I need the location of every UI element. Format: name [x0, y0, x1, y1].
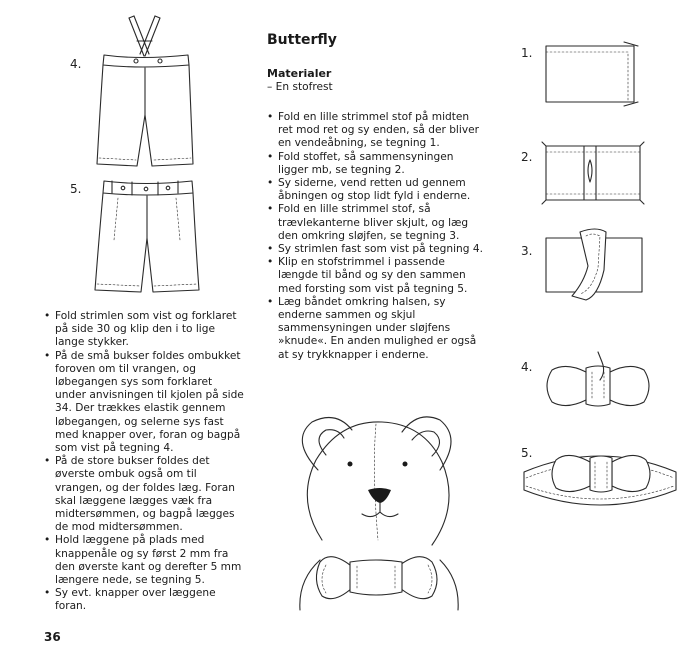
butterfly-instruction-1: • Fold en lille strimmel stof på midten ret mod ret og sy enden, så der bliver en vendeåbning, se tegning 1.	[267, 111, 485, 151]
butterfly-instruction-6: • Klip en stofstrimmel i passende længde til bånd og sy den sammen med forsting som vist på tegning 5.	[267, 256, 485, 296]
figure-label-5-left: 5.	[70, 182, 82, 196]
left-instruction-3: • På de store bukser foldes det øverste ombuk også om til vrangen, og der foldes læg. Foran skal læggene lægges væk fra midtersømmen, og bagpå lægges de mod midtersømmen.	[44, 455, 244, 534]
materials-item: – En stofrest	[267, 81, 333, 93]
left-instruction-4: • Hold læggene på plads med knappenåle og sy først 2 mm fra den øverste kant og derefter 5 mm længere nede, se tegning 5.	[44, 534, 244, 587]
step-label-5: 5.	[521, 446, 533, 460]
butterfly-instruction-5: • Sy strimlen fast som vist på tegning 4.	[267, 243, 485, 256]
left-instruction-5: • Sy evt. knapper over læggene foran.	[44, 587, 244, 613]
butterfly-instruction-4: • Fold en lille strimmel stof, så trævlekanterne bliver skjult, og læg den omkring sløjfen, se tegning 3.	[267, 203, 485, 243]
left-instruction-2: • På de små bukser foldes ombukket foroven om til vrangen, og løbegangen sys som forklaret under anvisningen til kjolen på side 34. Der trækkes elastik gennem løbegangen, og selerne sys fast med knapper over, foran og bagpå som vist på tegning 4.	[44, 350, 244, 456]
page-title: Butterfly	[267, 32, 337, 48]
butterfly-instruction-3: • Sy siderne, vend retten ud gennem åbningen og stop lidt fyld i enderne.	[267, 177, 485, 203]
step-label-2: 2.	[521, 150, 533, 164]
butterfly-instruction-2: • Fold stoffet, så sammensyningen ligger mb, se tegning 2.	[267, 151, 485, 177]
step-label-3: 3.	[521, 244, 533, 258]
step-label-1: 1.	[521, 46, 533, 60]
left-instruction-1: • Fold strimlen som vist og forklaret på side 30 og klip den i to lige lange stykker.	[44, 310, 244, 350]
step-label-4: 4.	[521, 360, 533, 374]
page-number: 36	[44, 630, 61, 644]
butterfly-instruction-7: • Læg båndet omkring halsen, sy enderne sammen og skjul sammensyningen under sløjfens »knude«. En anden mulighed er også at sy trykknapper i enderne.	[267, 296, 485, 362]
materials-heading: Materialer	[267, 67, 332, 80]
figure-label-4-left: 4.	[70, 57, 82, 71]
